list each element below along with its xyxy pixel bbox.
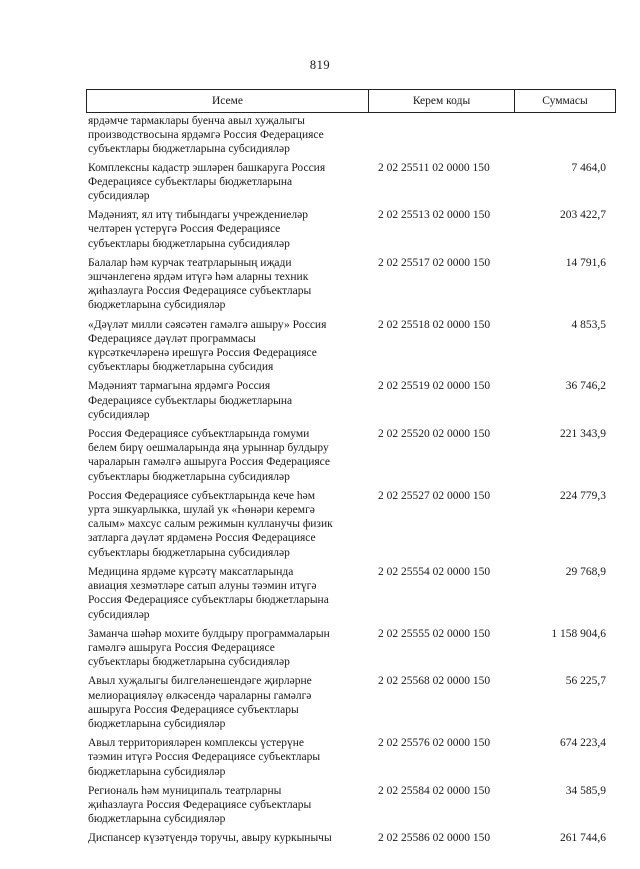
row-code: 2 02 25584 02 0000 150 bbox=[378, 784, 491, 797]
row-name: Авыл территорияләрен комплексы үстерүне тәэмин итүгә Россия Федерациясе субъектлары бюджетларына субсидияләр bbox=[88, 737, 321, 778]
row-name: «Дәүләт милли сәясәтен гамәлгә ашыру» Россия Федерациясе дәүләт программасы күрсәткечләренә ирешүгә Россия Федерациясе субъектлары бюджетларына субсидия bbox=[88, 318, 327, 374]
table-row bbox=[88, 427, 618, 484]
row-sum: 224 779,3 bbox=[560, 489, 606, 502]
row-sum: 221 343,9 bbox=[560, 428, 606, 441]
table-row bbox=[88, 379, 618, 422]
row-code: 2 02 25586 02 0000 150 bbox=[378, 832, 491, 845]
row-sum: 674 223,4 bbox=[560, 737, 606, 750]
row-sum: 29 768,9 bbox=[565, 565, 606, 578]
row-name: Россия Федерациясе субъектларында гомуми белем бирү оешмаларында яңа урыннар булдыру чараларын гамәлгә ашыруга Россия Федерациясе субъектлары бюджетларына субсидияләр bbox=[88, 428, 331, 483]
row-name: Мәдәният тармагына ярдәмгә Россия Федерациясе субъектлары бюджетларына субсидияләр bbox=[88, 380, 293, 421]
row-sum: 7 464,0 bbox=[571, 161, 606, 174]
row-sum: 261 744,6 bbox=[560, 832, 606, 845]
table-row bbox=[88, 831, 618, 845]
row-sum: 4 853,5 bbox=[571, 318, 606, 331]
row-name: Мәдәният, ял итү тибындагы учреждениеләр челтәрен үстерүгә Россия Федерациясе субъектлары бюджетларына субсидияләр bbox=[88, 209, 308, 250]
row-code: 2 02 25513 02 0000 150 bbox=[378, 209, 491, 222]
page-number: 819 bbox=[309, 58, 331, 72]
table-row bbox=[88, 208, 618, 251]
row-name: Авыл хуҗалыгы билгеләнешендәге җирләрне мелиорацияләү өлкәсендә чараларны гамәлгә ашыруга Россия Федерациясе субъектлары бюджетларына субсидияләр bbox=[88, 675, 312, 730]
row-code: 2 02 25519 02 0000 150 bbox=[378, 380, 491, 393]
row-name: Балалар һәм курчак театрларының иҗади эшчәнлегенә ярдәм итүгә һәм аларны техник җиһазлауга Россия Федерациясе субъектлары бюджетларына субсидияләр bbox=[88, 256, 312, 312]
table-row bbox=[88, 627, 618, 670]
row-code: 2 02 25555 02 0000 150 bbox=[378, 627, 491, 640]
row-code: 2 02 25527 02 0000 150 bbox=[378, 489, 491, 502]
row-code: 2 02 25511 02 0000 150 bbox=[378, 161, 490, 174]
row-name: Россия Федерациясе субъектларында кече һәм урта эшкуарлыкка, шулай ук «Һөнәри керемгә салым» махсус салым режимын кулланучы физик затларга дәүләт ярдәменә Россия Федерациясе субъектлары бюджетларына субсидияләр bbox=[88, 489, 333, 559]
table-row bbox=[88, 784, 618, 827]
row-code: 2 02 25520 02 0000 150 bbox=[378, 428, 491, 441]
table-row bbox=[88, 736, 618, 779]
row-name: ярдәмче тармаклары буенча авыл хуҗалыгы производствосына ярдәмгә Россия Федерациясе субъектлары бюджетларына субсидияләр bbox=[88, 115, 324, 156]
column-header-sum: Суммасы bbox=[542, 95, 588, 107]
table-row bbox=[88, 674, 618, 731]
column-header-name: Исеме bbox=[87, 90, 369, 112]
table-header bbox=[86, 89, 616, 113]
column-header-code: Керем коды bbox=[369, 90, 515, 112]
table-row bbox=[88, 161, 618, 204]
row-name: Комплексны кадастр эшләрен башкаруга Россия Федерациясе субъектлары бюджетларына субсидияләр bbox=[88, 161, 326, 203]
row-code: 2 02 25518 02 0000 150 bbox=[378, 318, 491, 331]
row-name: Региональ һәм муниципаль театрларны җиһазлауга Россия Федерациясе субъектлары бюджетларына субсидияләр bbox=[88, 784, 312, 826]
row-name: Заманча шәһәр мохите булдыру программаларын гамәлгә ашыруга Россия Федерациясе субъектлары бюджетларына субсидияләр bbox=[88, 627, 330, 669]
row-code: 2 02 25554 02 0000 150 bbox=[378, 565, 491, 578]
row-name: Медицина ярдәме күрсәтү максатларында авиация хезмәтләре сатып алуны тәэмин итүгә Россия Федерациясе субъектлары бюджетларына субсидияләр bbox=[88, 565, 329, 621]
row-code: 2 02 25576 02 0000 150 bbox=[378, 737, 491, 750]
table-body bbox=[88, 114, 618, 846]
row-sum: 203 422,7 bbox=[560, 209, 606, 222]
row-sum: 34 585,9 bbox=[565, 784, 606, 797]
row-name: Диспансер күзәтүендә торучы, авыру куркынычы bbox=[88, 832, 332, 845]
row-sum: 14 791,6 bbox=[565, 256, 606, 269]
table-row bbox=[88, 114, 618, 157]
table-row bbox=[88, 565, 618, 622]
row-sum: 1 158 904,6 bbox=[551, 627, 606, 640]
table-row bbox=[88, 489, 618, 560]
row-sum: 56 225,7 bbox=[565, 675, 606, 688]
row-sum: 36 746,2 bbox=[565, 380, 606, 393]
table-row bbox=[88, 318, 618, 375]
row-code: 2 02 25568 02 0000 150 bbox=[378, 675, 491, 688]
table-row bbox=[88, 256, 618, 313]
row-code: 2 02 25517 02 0000 150 bbox=[378, 256, 491, 269]
